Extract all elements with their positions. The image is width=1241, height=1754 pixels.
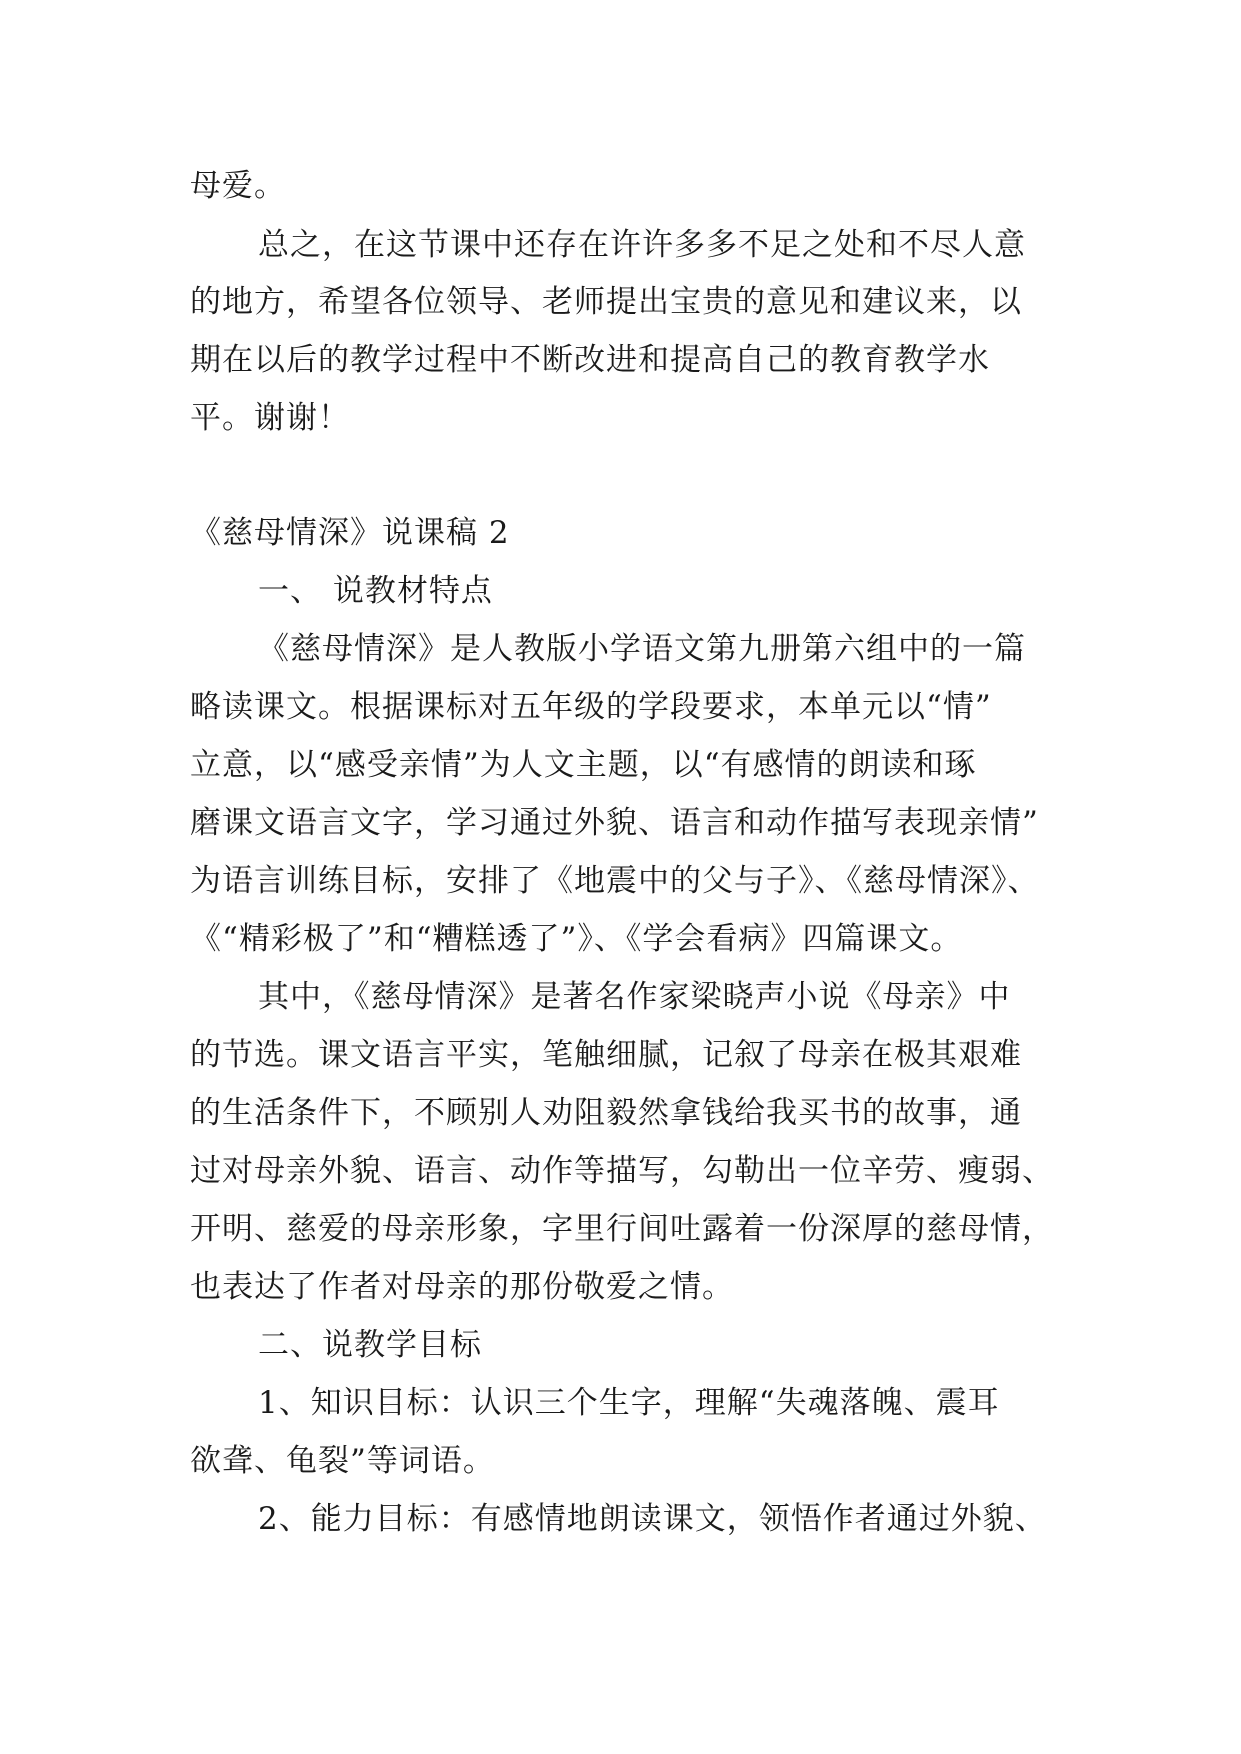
paragraph-line: 《慈母情深》是人教版小学语文第九册第六组中的一篇 <box>258 631 1026 667</box>
section-heading: 二、说教学目标 <box>258 1327 482 1363</box>
section-heading: 一、 说教材特点 <box>258 573 493 609</box>
section-title: 《慈母情深》说课稿 2 <box>190 515 510 551</box>
paragraph-line: 欲聋、龟裂”等词语。 <box>190 1443 495 1479</box>
paragraph-line: 1、知识目标：认识三个生字，理解“失魂落魄、震耳 <box>258 1385 1000 1421</box>
paragraph-line: 的生活条件下，不顾别人劝阻毅然拿钱给我买书的故事，通 <box>190 1095 1022 1131</box>
paragraph-line: 立意，以“感受亲情”为人文主题，以“有感情的朗读和琢 <box>190 747 977 783</box>
paragraph-line: 开明、慈爱的母亲形象，字里行间吐露着一份深厚的慈母情， <box>190 1211 1054 1247</box>
paragraph-line: 总之，在这节课中还存在许许多多不足之处和不尽人意 <box>258 227 1026 263</box>
paragraph-line: 也表达了作者对母亲的那份敬爱之情。 <box>190 1269 734 1305</box>
paragraph-line: 《“精彩极了”和“糟糕透了”》、《学会看病》四篇课文。 <box>190 921 963 957</box>
paragraph-line: 2、能力目标：有感情地朗读课文，领悟作者通过外貌、 <box>258 1501 1047 1537</box>
paragraph-line: 的节选。课文语言平实，笔触细腻，记叙了母亲在极其艰难 <box>190 1037 1022 1073</box>
paragraph-line: 磨课文语言文字，学习通过外貌、语言和动作描写表现亲情” <box>190 805 1039 841</box>
paragraph-line: 期在以后的教学过程中不断改进和提高自己的教育教学水 <box>190 342 990 378</box>
paragraph-line: 其中，《慈母情深》是著名作家梁晓声小说《母亲》中 <box>258 979 1011 1015</box>
paragraph-line: 的地方，希望各位领导、老师提出宝贵的意见和建议来，以 <box>190 284 1022 320</box>
paragraph-line: 平。谢谢！ <box>190 400 350 436</box>
paragraph-line: 过对母亲外貌、语言、动作等描写，勾勒出一位辛劳、瘦弱、 <box>190 1153 1054 1189</box>
paragraph-line: 略读课文。根据课标对五年级的学段要求，本单元以“情” <box>190 689 992 725</box>
paragraph-line: 母爱。 <box>190 168 286 204</box>
paragraph-line: 为语言训练目标，安排了《地震中的父与子》、《慈母情深》、 <box>190 863 1040 899</box>
